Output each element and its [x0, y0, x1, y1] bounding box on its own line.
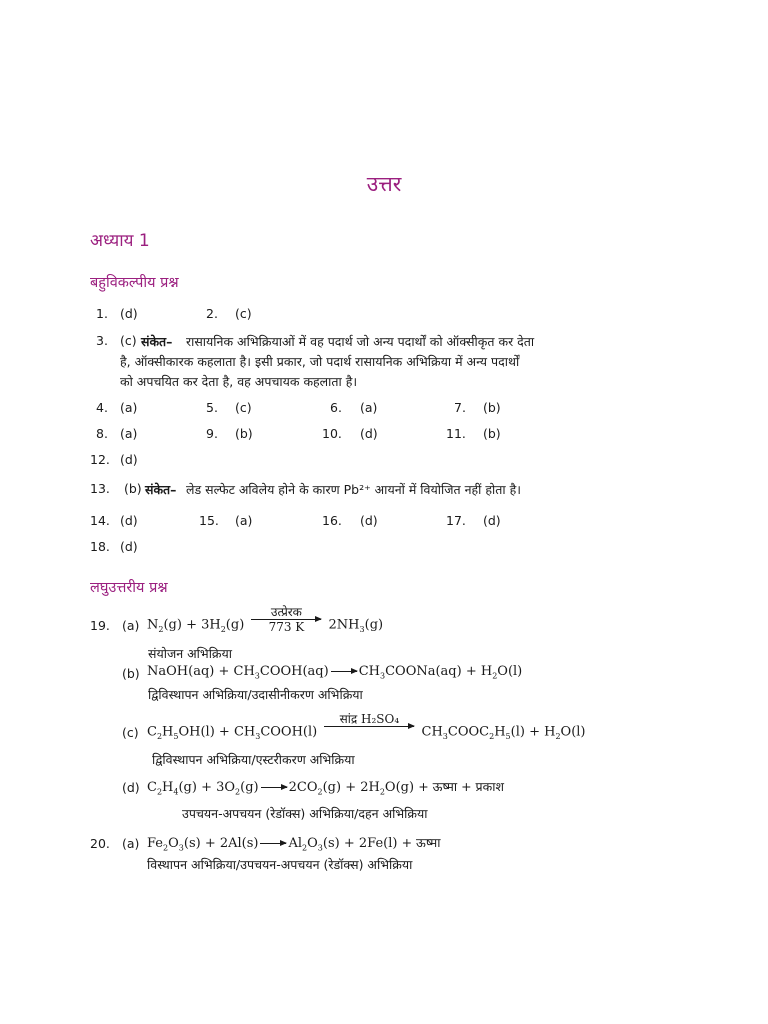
hint-label: संकेत–	[145, 482, 177, 497]
answer-value: (d)	[120, 539, 138, 554]
equation-19b: NaOH(aq) + $CH_3COOH(aq)$ $CH_3COONa(aq) + H_2O(l)$	[147, 664, 523, 681]
answer-value: (c)	[120, 333, 137, 348]
hint-text: रासायनिक अभिक्रियाओं में वह पदार्थ जो अन्य पदार्थों को ऑक्सीकृत कर देता	[186, 334, 535, 349]
part-label: (d)	[122, 780, 140, 795]
hint-label: संकेत–	[141, 334, 173, 349]
reaction-type: विस्थापन अभिक्रिया/उपचयन-अपचयन (रेडॉक्स) अभिक्रिया	[147, 857, 413, 872]
reaction-type: उपचयन-अपचयन (रेडॉक्स) अभिक्रिया/दहन अभिक्रिया	[182, 806, 428, 821]
reaction-type: संयोजन अभिक्रिया	[148, 646, 233, 661]
answer-value: (a)	[120, 426, 138, 441]
answer-value: (d)	[483, 513, 501, 528]
temperature-label: 773 K	[268, 620, 305, 634]
answer-number: 5.	[206, 400, 218, 415]
chapter-heading: अध्याय 1	[90, 231, 150, 251]
heat-light-text: + ऊष्मा + प्रकाश	[418, 779, 504, 794]
answer-value: (c)	[235, 306, 252, 321]
answer-value: (a)	[360, 400, 378, 415]
catalyst-label: उत्प्रेरक	[270, 605, 302, 619]
hint-text: है, ऑक्सीकारक कहलाता है। इसी प्रकार, जो पदार्थ रासायनिक अभिक्रिया में अन्य पदार्थों	[120, 354, 520, 369]
part-label: (a)	[122, 836, 140, 851]
mcq-heading: बहुविकल्पीय प्रश्न	[90, 275, 179, 291]
answer-value: (b)	[235, 426, 253, 441]
answer-number: 4.	[96, 400, 108, 415]
equation-20a: $Fe_2O_3(s) + 2Al(s) Al_2O_3(s) + 2Fe(l)$ + ऊष्मा	[147, 835, 441, 853]
answer-number: 9.	[206, 426, 218, 441]
answer-number: 12.	[90, 452, 110, 467]
answer-value: (b)	[483, 426, 501, 441]
answer-number: 15.	[199, 513, 219, 528]
page-title: उत्तर	[366, 172, 402, 196]
equation-19c: $C_2H_5OH(l)$ + $CH_3COOH(l)$ सांद्र H₂SO₄ $CH_3COOC_2H_5(l) + H_2O(l)$	[147, 712, 586, 741]
answer-number: 2.	[206, 306, 218, 321]
answer-number: 14.	[90, 513, 110, 528]
answer-value: (a)	[120, 400, 138, 415]
answer-value: (b)	[124, 481, 142, 496]
answer-value: (a)	[235, 513, 253, 528]
heat-text: + ऊष्मा	[401, 835, 441, 850]
answer-number: 7.	[454, 400, 466, 415]
saq-heading: लघुउत्तरीय प्रश्न	[90, 580, 168, 596]
reaction-type: द्विविस्थापन अभिक्रिया/एस्टरीकरण अभिक्रिया	[152, 752, 355, 767]
answer-number: 10.	[322, 426, 342, 441]
hint-text: लेड सल्फेट अविलेय होने के कारण Pb²⁺ आयनों में वियोजित नहीं होता है।	[186, 482, 521, 497]
answer-number: 8.	[96, 426, 108, 441]
equation-19d: $C_2H_4(g) + 3O_2(g) 2CO_2(g) + 2H_2O(g)$ + ऊष्मा + प्रकाश	[147, 779, 504, 797]
answer-number: 19.	[90, 618, 110, 633]
answer-value: (c)	[235, 400, 252, 415]
condition-label: सांद्र H₂SO₄	[339, 712, 400, 726]
answer-number: 11.	[446, 426, 466, 441]
part-label: (b)	[122, 666, 140, 681]
answer-value: (d)	[360, 426, 378, 441]
answer-number: 6.	[330, 400, 342, 415]
answer-number: 3.	[96, 333, 108, 348]
equation-19a: $N_2(g) + 3H_2(g)$ उत्प्रेरक 773 K $2NH_3(g)$	[147, 605, 384, 634]
hint-text: को अपचयित कर देता है, वह अपचायक कहलाता है।	[120, 374, 358, 389]
reaction-type: द्विविस्थापन अभिक्रिया/उदासीनीकरण अभिक्रिया	[148, 687, 363, 702]
part-label: (a)	[122, 618, 140, 633]
part-label: (c)	[122, 725, 139, 740]
answer-value: (b)	[483, 400, 501, 415]
answer-value: (d)	[120, 452, 138, 467]
answer-number: 17.	[446, 513, 466, 528]
answer-number: 18.	[90, 539, 110, 554]
answer-number: 16.	[322, 513, 342, 528]
answer-number: 20.	[90, 836, 110, 851]
answer-value: (d)	[120, 306, 138, 321]
answer-number: 1.	[96, 306, 108, 321]
answer-value: (d)	[360, 513, 378, 528]
answer-number: 13.	[90, 481, 110, 496]
answer-value: (d)	[120, 513, 138, 528]
